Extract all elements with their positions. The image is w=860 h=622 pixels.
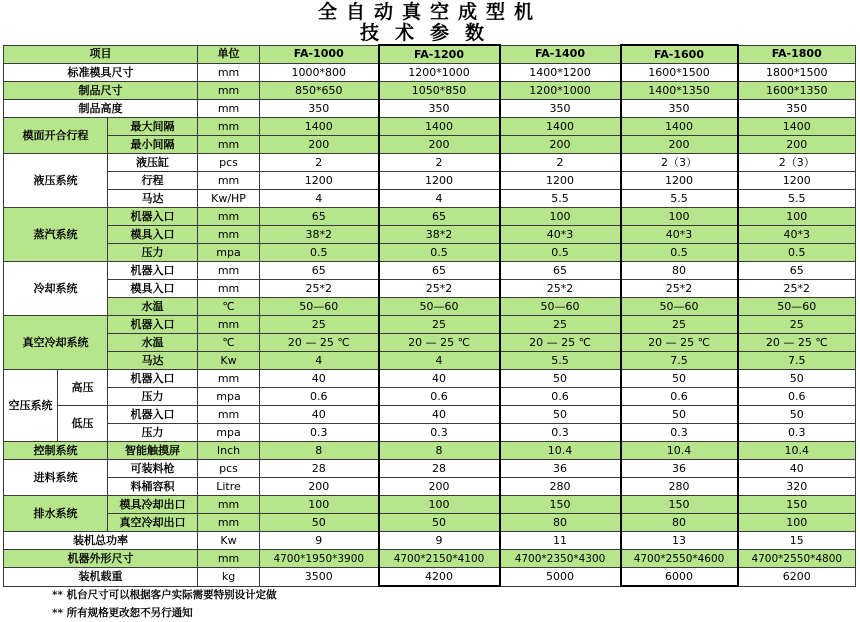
cell: 100 [738,514,856,532]
row-unit: mpa [198,388,260,406]
cell: 1400 [500,118,621,136]
row-label: 机器入口 [108,262,198,280]
cell: 2（3） [621,154,738,172]
cell: 50 [738,406,856,424]
cell: 38*2 [379,226,500,244]
cell: 1200 [379,172,500,190]
cell: 0.5 [379,244,500,262]
header-model: FA-1400 [500,45,621,64]
cell: 0.3 [260,424,379,442]
cell: 4700*2350*4300 [500,550,621,568]
cell: 40*3 [621,226,738,244]
cell: 5000 [500,568,621,587]
cell: 80 [621,514,738,532]
table-header-row [4,45,856,64]
cell: 1800*1500 [738,64,856,82]
row-unit: mm [198,172,260,190]
cell: 50 [738,370,856,388]
row-unit: mm [198,550,260,568]
table-row [4,532,856,550]
cell: 280 [500,478,621,496]
cell: 200 [738,136,856,154]
cell: 50—60 [500,298,621,316]
row-unit: mm [198,280,260,298]
group-label: 模面开合行程 [4,118,108,154]
cell: 80 [500,514,621,532]
row-label: 压力 [108,424,198,442]
cell: 1050*850 [379,82,500,100]
table-row [4,82,856,100]
cell: 40 [738,460,856,478]
row-unit: kg [198,568,260,587]
cell: 1000*800 [260,64,379,82]
cell: 0.3 [621,424,738,442]
row-unit: mm [198,100,260,118]
spec-table [3,44,856,587]
cell: 50 [500,406,621,424]
row-unit: mm [198,118,260,136]
cell: 25 [260,316,379,334]
table-row [4,460,856,478]
cell: 4700*2550*4800 [738,550,856,568]
footnotes [52,586,277,622]
table-row [4,64,856,82]
cell: 100 [260,496,379,514]
cell: 200 [260,136,379,154]
table-row [4,244,856,262]
cell: 4 [379,352,500,370]
row-label: 机器入口 [108,208,198,226]
cell: 0.6 [738,388,856,406]
cell: 25*2 [500,280,621,298]
cell: 200 [379,136,500,154]
group-label: 蒸汽系统 [4,208,108,262]
row-unit: ℃ [198,298,260,316]
cell: 1200 [738,172,856,190]
row-label: 模具入口 [108,226,198,244]
row-label: 装机载重 [4,568,198,587]
table-row [4,280,856,298]
row-unit: Kw [198,352,260,370]
cell: 0.5 [738,244,856,262]
cell: 50—60 [621,298,738,316]
cell: 1400*1200 [500,64,621,82]
cell: 1600*1350 [738,82,856,100]
cell: 0.6 [621,388,738,406]
row-label: 智能触摸屏 [108,442,198,460]
cell: 25*2 [260,280,379,298]
cell: 9 [379,532,500,550]
cell: 25 [379,316,500,334]
cell: 3500 [260,568,379,587]
table-row [4,100,856,118]
row-unit: mm [198,316,260,334]
cell: 1400*1350 [621,82,738,100]
cell: 13 [621,532,738,550]
cell: 1400 [260,118,379,136]
cell: 7.5 [738,352,856,370]
cell: 0.3 [738,424,856,442]
footnote: ** 所有规格更改恕不另行通知 [52,607,193,619]
table-row [4,496,856,514]
cell: 350 [500,100,621,118]
footnote: ** 机台尺寸可以根据客户实际需要特别设计定做 [52,589,277,601]
cell: 20 — 25 ℃ [621,334,738,352]
row-unit: mpa [198,424,260,442]
row-label: 压力 [108,388,198,406]
cell: 200 [260,478,379,496]
cell: 850*650 [260,82,379,100]
cell: 4700*2550*4600 [621,550,738,568]
group-label: 冷却系统 [4,262,108,316]
row-unit: mm [198,64,260,82]
cell: 4 [379,190,500,208]
cell: 6000 [621,568,738,587]
table-row [4,118,856,136]
row-label: 机器入口 [108,406,198,424]
table-row [4,514,856,532]
row-unit: ℃ [198,334,260,352]
cell: 100 [738,208,856,226]
row-label: 最小间隔 [108,136,198,154]
table-row [4,352,856,370]
table-row [4,298,856,316]
table-row [4,568,856,587]
cell: 350 [738,100,856,118]
row-label: 装机总功率 [4,532,198,550]
cell: 2 [500,154,621,172]
cell: 1200*1000 [500,82,621,100]
cell: 4700*2150*4100 [379,550,500,568]
row-unit: mm [198,136,260,154]
page-title: 全自动真空成型机 [317,1,542,23]
cell: 150 [738,496,856,514]
cell: 15 [738,532,856,550]
row-label: 真空冷却出口 [108,514,198,532]
group-label: 空压系统 [4,370,58,442]
cell: 25*2 [379,280,500,298]
cell: 100 [379,496,500,514]
cell: 150 [621,496,738,514]
cell: 4 [260,190,379,208]
cell: 0.6 [379,388,500,406]
cell: 0.5 [500,244,621,262]
cell: 100 [500,208,621,226]
row-unit: mm [198,496,260,514]
header-model: FA-1000 [260,45,379,64]
cell: 7.5 [621,352,738,370]
cell: 2 [260,154,379,172]
cell: 0.6 [260,388,379,406]
cell: 40 [379,370,500,388]
cell: 50—60 [738,298,856,316]
cell: 1200 [260,172,379,190]
table-row [4,172,856,190]
cell: 65 [500,262,621,280]
row-label: 机器入口 [108,316,198,334]
row-label: 模具入口 [108,280,198,298]
group-label: 进料系统 [4,460,108,496]
cell: 1200 [500,172,621,190]
row-unit: mm [198,226,260,244]
cell: 1200*1000 [379,64,500,82]
header-model: FA-1200 [379,45,500,64]
cell: 50 [379,514,500,532]
cell: 10.4 [500,442,621,460]
cell: 25 [738,316,856,334]
cell: 50 [621,370,738,388]
cell: 1400 [738,118,856,136]
cell: 80 [621,262,738,280]
group-label: 液压系统 [4,154,108,208]
row-unit: mm [198,370,260,388]
row-label: 制品高度 [4,100,198,118]
table-row [4,442,856,460]
cell: 200 [621,136,738,154]
cell: 11 [500,532,621,550]
cell: 65 [260,262,379,280]
row-unit: Inch [198,442,260,460]
header-item: 项目 [4,45,198,64]
row-label: 机器外形尺寸 [4,550,198,568]
table-row [4,478,856,496]
cell: 8 [379,442,500,460]
cell: 25*2 [738,280,856,298]
cell: 0.5 [621,244,738,262]
table-row [4,208,856,226]
cell: 4700*1950*3900 [260,550,379,568]
header-unit: 单位 [198,45,260,64]
cell: 50 [621,406,738,424]
page-subtitle: 技术参数 [359,22,500,44]
row-label: 压力 [108,244,198,262]
row-label: 马达 [108,352,198,370]
cell: 320 [738,478,856,496]
row-unit: mm [198,82,260,100]
cell: 5.5 [500,352,621,370]
cell: 350 [621,100,738,118]
row-label: 最大间隔 [108,118,198,136]
row-unit: mpa [198,244,260,262]
row-unit: Kw/HP [198,190,260,208]
group-label: 排水系统 [4,496,108,532]
cell: 5.5 [500,190,621,208]
cell: 40 [379,406,500,424]
header-model: FA-1600 [621,45,738,64]
cell: 65 [379,208,500,226]
cell: 28 [379,460,500,478]
cell: 2（3） [738,154,856,172]
row-unit: Litre [198,478,260,496]
row-label: 模具冷却出口 [108,496,198,514]
cell: 20 — 25 ℃ [379,334,500,352]
table-row [4,388,856,406]
row-label: 水温 [108,334,198,352]
table-row [4,370,856,388]
table-row [4,190,856,208]
cell: 280 [621,478,738,496]
table-row [4,406,856,424]
cell: 50 [500,370,621,388]
cell: 50 [260,514,379,532]
cell: 25 [621,316,738,334]
table-row [4,424,856,442]
row-label: 行程 [108,172,198,190]
cell: 6200 [738,568,856,587]
cell: 65 [260,208,379,226]
cell: 0.3 [500,424,621,442]
cell: 350 [260,100,379,118]
cell: 40 [260,406,379,424]
cell: 40*3 [500,226,621,244]
cell: 0.6 [500,388,621,406]
row-label: 可装料枪 [108,460,198,478]
table-row [4,154,856,172]
cell: 4 [260,352,379,370]
row-unit: Kw [198,532,260,550]
cell: 0.5 [260,244,379,262]
cell: 350 [379,100,500,118]
subgroup-label: 高压 [58,370,108,406]
cell: 20 — 25 ℃ [500,334,621,352]
cell: 10.4 [621,442,738,460]
group-label: 真空冷却系统 [4,316,108,370]
cell: 38*2 [260,226,379,244]
subgroup-label: 低压 [58,406,108,442]
cell: 50—60 [260,298,379,316]
cell: 2 [379,154,500,172]
cell: 200 [379,478,500,496]
cell: 9 [260,532,379,550]
table-row [4,334,856,352]
cell: 100 [621,208,738,226]
cell: 20 — 25 ℃ [738,334,856,352]
cell: 25*2 [621,280,738,298]
cell: 8 [260,442,379,460]
header-model: FA-1800 [738,45,856,64]
row-label: 料桶容积 [108,478,198,496]
row-label: 标准模具尺寸 [4,64,198,82]
table-row [4,550,856,568]
cell: 5.5 [738,190,856,208]
row-unit: mm [198,406,260,424]
row-label: 马达 [108,190,198,208]
table-row [4,136,856,154]
cell: 40 [260,370,379,388]
cell: 0.3 [379,424,500,442]
cell: 65 [738,262,856,280]
cell: 40*3 [738,226,856,244]
row-unit: mm [198,208,260,226]
cell: 5.5 [621,190,738,208]
cell: 1400 [621,118,738,136]
row-label: 制品尺寸 [4,82,198,100]
row-unit: pcs [198,460,260,478]
cell: 50—60 [379,298,500,316]
cell: 150 [500,496,621,514]
row-label: 机器入口 [108,370,198,388]
cell: 4200 [379,568,500,587]
row-unit: pcs [198,154,260,172]
cell: 25 [500,316,621,334]
cell: 65 [379,262,500,280]
cell: 10.4 [738,442,856,460]
cell: 1200 [621,172,738,190]
cell: 28 [260,460,379,478]
cell: 1400 [379,118,500,136]
table-row [4,226,856,244]
cell: 200 [500,136,621,154]
row-label: 液压缸 [108,154,198,172]
group-label: 控制系统 [4,442,108,460]
cell: 20 — 25 ℃ [260,334,379,352]
table-row [4,262,856,280]
table-row [4,316,856,334]
row-label: 水温 [108,298,198,316]
cell: 36 [621,460,738,478]
cell: 1600*1500 [621,64,738,82]
cell: 36 [500,460,621,478]
row-unit: mm [198,514,260,532]
row-unit: mm [198,262,260,280]
